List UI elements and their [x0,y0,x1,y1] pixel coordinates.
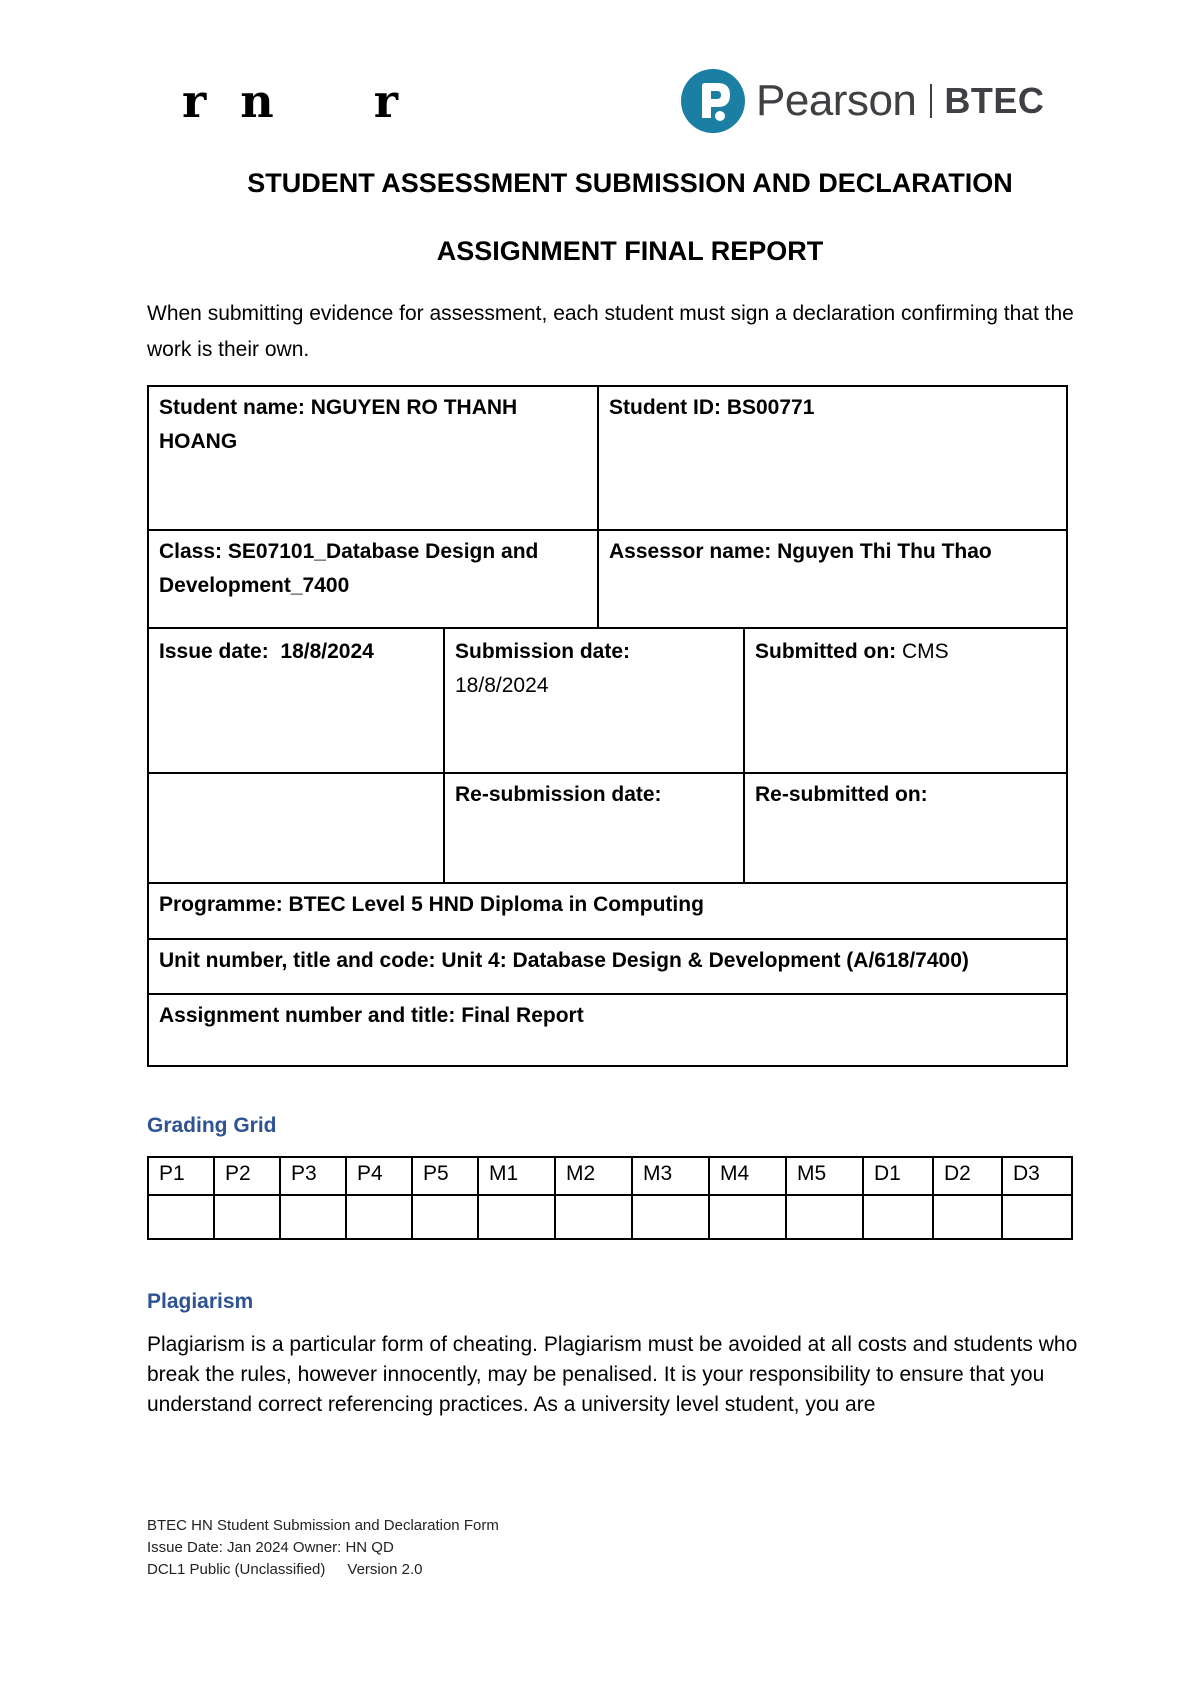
footer-line-1: BTEC HN Student Submission and Declaration Form [147,1517,499,1534]
grade-header: P4 [346,1157,412,1195]
page-subtitle: ASSIGNMENT FINAL REPORT [436,236,824,266]
logo-letter-1: r [182,74,207,128]
brand-divider [930,84,932,118]
assignment-cell [149,993,1066,1033]
assignment-value: Final Report [461,1004,584,1027]
grade-cell [632,1195,709,1239]
intro-paragraph: When submitting evidence for assessment, each student must sign a declaration confirming that the work is their own. [147,302,1074,361]
class-cell [149,529,595,603]
student-id-label: Student ID: [609,396,721,419]
footer-line-2: Issue Date: Jan 2024 Owner: HN QD [147,1539,394,1556]
grade-cell [412,1195,478,1239]
grade-header: P5 [412,1157,478,1195]
class-value: SE07101_Database Design and Development_7400 [159,540,539,597]
grade-header: M4 [709,1157,786,1195]
assessor-label: Assessor name: [609,540,772,563]
plagiarism-heading: Plagiarism [147,1290,254,1313]
unit-value: Unit 4: Database Design & Development (A/618/7400) [441,949,969,972]
unit-cell [149,938,1066,978]
page-footer [147,1515,499,1581]
submitted-on-value: CMS [902,640,949,663]
submitted-on-label: Submitted on: [755,640,897,663]
btec-wordmark: BTEC [944,80,1045,121]
grade-cell [148,1195,214,1239]
issue-date-value: 18/8/2024 [280,640,374,663]
student-name-label: Student name: [159,396,305,419]
submission-date-label: Submission date: [455,640,631,663]
grade-cell [346,1195,412,1239]
grading-grid-table [147,1156,1073,1240]
programme-value: BTEC Level 5 HND Diploma in Computing [288,893,704,916]
grade-cell [478,1195,555,1239]
pearson-p-icon [680,66,746,136]
grade-header: D3 [1002,1157,1072,1195]
resubmitted-on-label: Re-submitted on: [755,783,928,806]
grade-header: D2 [933,1157,1002,1195]
programme-cell [149,882,1066,922]
plagiarism-paragraph: Plagiarism is a particular form of cheating. Plagiarism must be avoided at all costs and students who break the rules, however innocently, may be penalised. It is your responsibility to ensure that you understand correct referencing practices. As a university level student, you are [147,1333,1078,1416]
unit-label: Unit number, title and code: [159,949,436,972]
page-title: STUDENT ASSESSMENT SUBMISSION AND DECLARATION [247,168,1013,198]
student-id-cell [599,385,1066,425]
grade-cell [280,1195,346,1239]
issue-date-label: Issue date: [159,640,269,663]
grade-cell [709,1195,786,1239]
grade-cell [214,1195,280,1239]
assignment-label: Assignment number and title: [159,1004,456,1027]
footer-classification: DCL1 Public (Unclassified) [147,1561,326,1578]
pearson-btec-logo [680,64,1044,138]
submitted-on-cell [745,629,1066,669]
grade-cell [555,1195,632,1239]
institution-logo [182,74,398,128]
grade-header: P1 [148,1157,214,1195]
pearson-wordmark: Pearson [756,76,917,125]
grade-header: P3 [280,1157,346,1195]
submission-date-value: 18/8/2024 [455,674,549,697]
grade-cell [786,1195,863,1239]
class-label: Class: [159,540,223,563]
resubmission-date-cell [445,772,741,812]
grade-header: M1 [478,1157,555,1195]
logo-letter-3: r [373,74,398,128]
assessor-value: Nguyen Thi Thu Thao [777,540,992,563]
submission-date-cell [445,629,741,703]
grade-cell [933,1195,1002,1239]
issue-date-cell [149,629,441,669]
grade-cell [1002,1195,1072,1239]
grade-cell [863,1195,933,1239]
grade-header: M2 [555,1157,632,1195]
grade-header: P2 [214,1157,280,1195]
logo-letter-2: n [240,74,274,128]
student-name-cell [149,385,595,459]
grade-header: M3 [632,1157,709,1195]
student-id-value: BS00771 [726,396,815,419]
student-name-value: NGUYEN RO THANH HOANG [159,396,518,453]
grading-grid-heading: Grading Grid [147,1114,277,1137]
grade-header: M5 [786,1157,863,1195]
assessor-cell [599,529,1066,569]
programme-label: Programme: [159,893,283,916]
resubmission-date-label: Re-submission date: [455,783,662,806]
footer-line-3 [147,1559,499,1581]
resubmitted-on-cell [745,772,1066,812]
grade-header: D1 [863,1157,933,1195]
footer-version: Version 2.0 [347,1561,423,1578]
